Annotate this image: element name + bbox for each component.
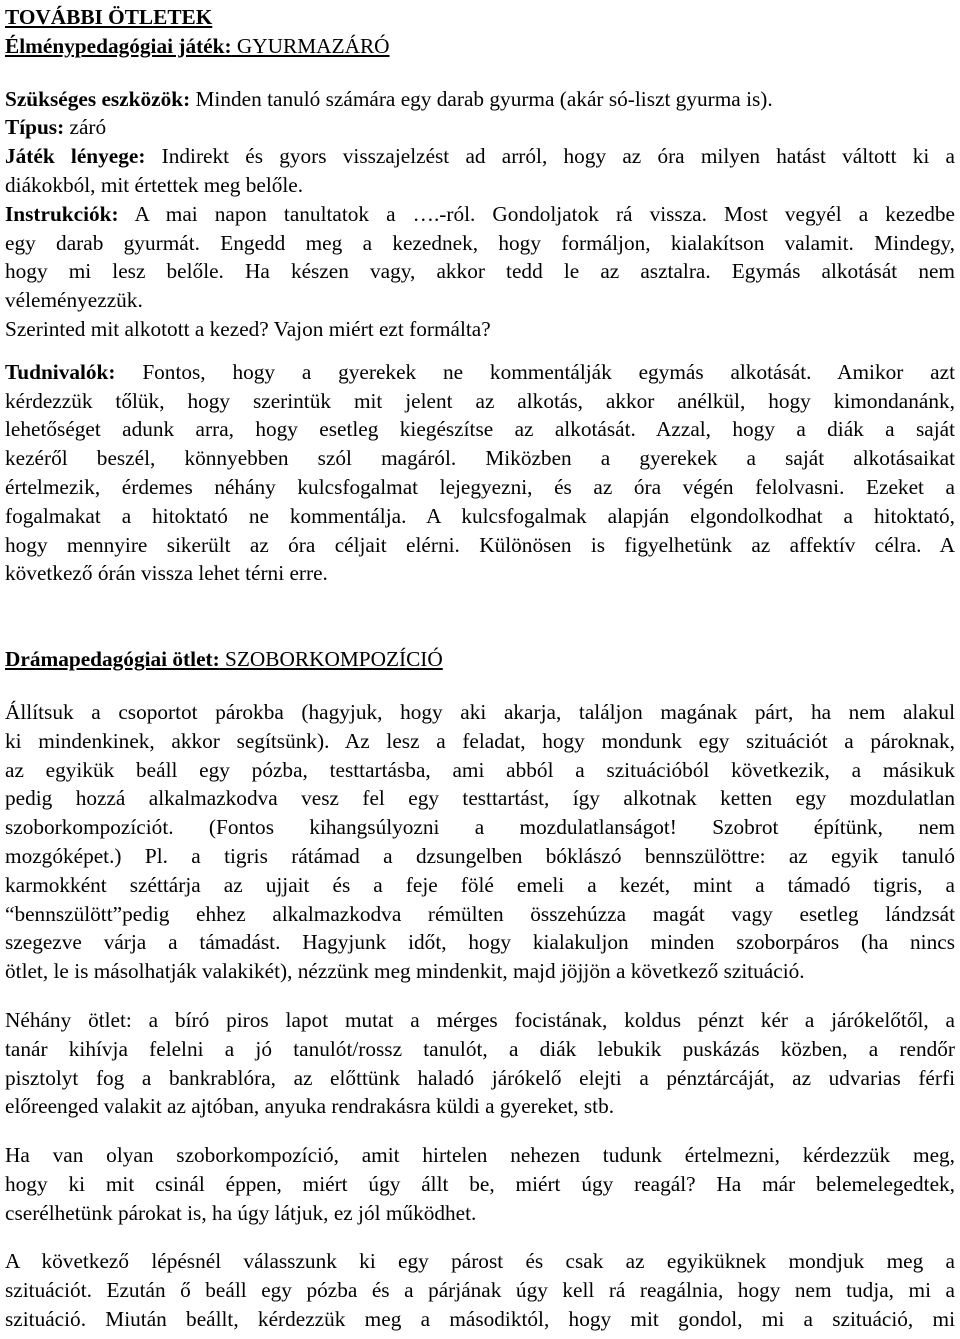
instructions-line (5, 200, 955, 229)
essence-text: Indirekt és gyors visszajelzést ad arról, hogy az óra milyen hatást váltott ki a (145, 144, 955, 169)
essence-label: Játék lényege: (5, 144, 146, 169)
paragraph-line: pedig hozzá alkalmazkodva vesz fel egy testtartást, így alkotnak ketten egy mozdulatlan (5, 786, 955, 811)
paragraph-line: szituáció. Miután beállt, kérdezzük meg a másodiktól, hogy mit gondol, mi a szituáció, mi (5, 1307, 955, 1332)
instructions-label: Instrukciók: (5, 201, 119, 226)
paragraph-4 (5, 1247, 955, 1333)
paragraph-line: szituációt. Ezután ő beáll egy pózba és a párjának úgy kell rá reagálnia, hogy nem tudja, mi a (5, 1278, 955, 1303)
paragraph-line: cserélhetünk párokat is, ha úgy látjuk, ez jól működhet. (5, 1200, 477, 1225)
paragraph-line: hogy ki mit csinál éppen, miért úgy állt be, miért úgy reagál? Ha már belemelegedtek, (5, 1171, 955, 1196)
notes-line: lehetőséget adunk arra, hogy esetleg kiegészítse az alkotását. Azzal, hogy a diák a saját (5, 417, 955, 442)
notes-line: kérdezzük tőlük, hogy szerintük mit jelent az alkotás, akkor anélkül, hogy kimondanánk, (5, 388, 955, 413)
notes-line: kezéről beszél, könnyebben szól magáról. Miközben a gyerekek a saját alkotásaikat (5, 446, 955, 471)
paragraph-line: az egyikük beáll egy pózba, testtartásba, ami abból a szituációból következik, a másikuk (5, 757, 955, 782)
paragraph-line: karmokként széttárja az ujjait és a feje fölé emeli a kezét, mint a támadó tigris, a (5, 872, 955, 897)
notes-paragraph (5, 358, 955, 588)
tools-label: Szükséges eszközök: (5, 86, 191, 111)
paragraph-line: A következő lépésnél válasszunk ki egy párost és csak az egyiküknek mondjuk meg a (5, 1249, 955, 1274)
paragraph-line: Állítsuk a csoportot párokba (hagyjuk, hogy aki akarja, találjon magának párt, ha nem alakul (5, 699, 955, 724)
paragraph-line: ötlet, le is másolhatják valakikét), nézzünk meg mindenkit, majd jöjjön a következő szituáció. (5, 959, 805, 984)
notes-line: fogalmakat a hitoktató ne kommentálja. A kulcsfogalmak alapján elgondolkodhat a hitoktató, (5, 503, 955, 528)
paragraph-line: előreenged valakit az ajtóban, anyuka rendrakásra küldi a gyereket, stb. (5, 1094, 615, 1119)
notes-line: hogy mennyire sikerült az óra céljait elérni. Különösen is figyelhetünk az affektív célra. A (5, 532, 955, 557)
section2-heading (5, 645, 955, 674)
document-page (5, 0, 955, 1334)
paragraph-line: Ha van olyan szoborkompozíció, amit hirtelen nehezen tudunk értelmezni, kérdezzük meg, (5, 1143, 955, 1168)
notes-text: Fontos, hogy a gyerekek ne kommentálják egymás alkotását. Amikor azt (115, 359, 955, 384)
type-line (5, 113, 955, 142)
section1-heading-value: GYURMAZÁRÓ (231, 33, 390, 58)
section1-heading-label: Élménypedagógiai játék: (5, 33, 232, 58)
paragraph-3 (5, 1141, 955, 1227)
tools-text: Minden tanuló számára egy darab gyurma (akár só-liszt gyurma is). (190, 86, 773, 111)
notes-line: következő órán vissza lehet térni erre. (5, 561, 328, 586)
essence-line: diákokból, mit értettek meg belőle. (5, 172, 304, 197)
section2-heading-label: Drámapedagógiai ötlet: (5, 647, 220, 672)
type-label: Típus: (5, 115, 65, 140)
notes-label: Tudnivalók: (5, 359, 116, 384)
notes-line: értelmezik, érdemes néhány kulcsfogalmat lejegyezni, és az óra végén felolvasni. Ezeket a (5, 474, 955, 499)
paragraph-line: “bennszülött”pedig ehhez alkalmazkodva rémülten összehúzza magát vagy esetleg lándzsát (5, 901, 955, 926)
instructions-text: A mai napon tanultatok a ….-ról. Gondoljatok rá vissza. Most vegyél a kezedbe (118, 201, 955, 226)
essence-line (5, 142, 955, 171)
section1-details (5, 85, 955, 344)
paragraph-line: szoborkompozíciót. (Fontos kihangsúlyozni a mozdulatlanságot! Szobrot építünk, nem (5, 815, 955, 840)
section2-heading-value: SZOBORKOMPOZÍCIÓ (219, 647, 443, 672)
instructions-line: Szerinted mit alkotott a kezed? Vajon miért ezt formálta? (5, 316, 491, 341)
paragraph-line: pisztolyt fog a bankrablóra, az előttünk haladó járókelő elejti a pénztárcáját, az udvarias férfi (5, 1065, 955, 1090)
page-title: TOVÁBBI ÖTLETEK (5, 5, 213, 29)
instructions-line: hogy mi lesz belőle. Ha készen vagy, akkor tedd le az asztalra. Egymás alkotását nem (5, 259, 955, 284)
paragraph-line: szegezve várja a támadást. Hagyjunk időt, hogy kialakuljon minden szoborpáros (ha nincs (5, 930, 955, 955)
paragraph-line: tanár kihívja felelni a jó tanulót/rossz tanulót, a diák lebukik puskázás közben, a rendőr (5, 1036, 955, 1061)
tools-line (5, 85, 955, 114)
paragraph-line: ki mindenkinek, akkor segítsünk). Az lesz a feladat, hogy mondunk egy szituációt a pároknak, (5, 728, 955, 753)
instructions-line: egy darab gyurmát. Engedd meg a kezednek, hogy formáljon, kialakítson valamit. Mindegy, (5, 230, 955, 255)
paragraph-line: mozgóképet.) Pl. a tigris rátámad a dzsungelben bóklászó bennszülöttre: az egyik tanuló (5, 843, 955, 868)
paragraph-2 (5, 1006, 955, 1121)
section1-heading (5, 32, 955, 61)
notes-line (5, 358, 955, 387)
paragraph-line: Néhány ötlet: a bíró piros lapot mutat a mérges focistának, koldus pénzt kér a járókelőtől, a (5, 1007, 955, 1032)
paragraph-1 (5, 698, 955, 986)
type-text: záró (64, 115, 107, 140)
instructions-line: véleményezzük. (5, 288, 143, 313)
